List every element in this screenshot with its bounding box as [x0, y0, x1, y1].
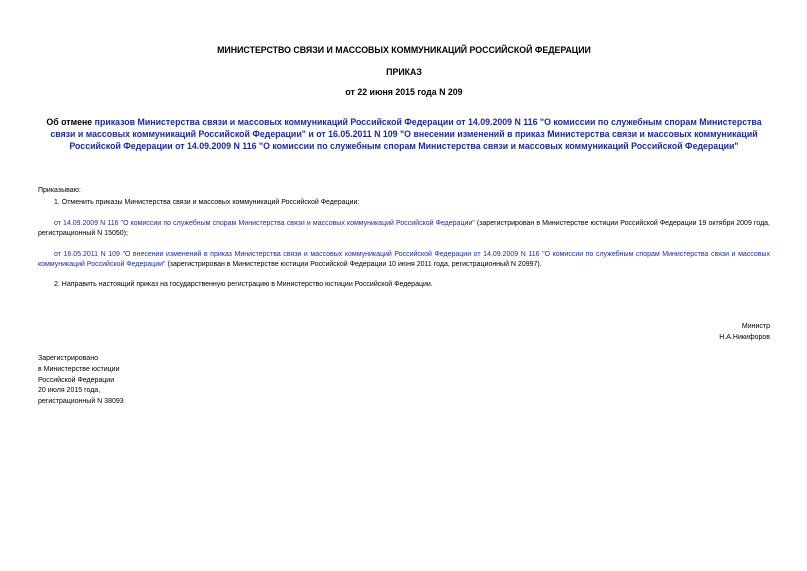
order-label: ПРИКАЗ: [386, 67, 422, 77]
registration-line: Зарегистрировано: [38, 355, 98, 362]
ministry-heading: МИНИСТЕРСТВО СВЯЗИ И МАССОВЫХ КОММУНИКАЦИЙ РОССИЙСКОЙ ФЕДЕРАЦИИ: [217, 45, 591, 55]
signer-name: Н.А.Никифоров: [719, 334, 770, 341]
sub-item-2-registration: (зарегистрирован в Министерстве юстиции Российской Федерации 10 июня 2011 года, регистрационный N 20997).: [165, 261, 542, 268]
order-date: от 22 июня 2015 года N 209: [345, 87, 463, 97]
subject-orders-link[interactable]: приказов Министерства связи и массовых коммуникаций Российской Федерации от 14.09.2009 N 116 "О комиссии по служебным спорам Министерства связи и массовых коммуникаций Российской Федерации" и от 16.05.2011 N 109 "О внесении изменений в приказ Министерства связи и массовых коммуникаций Российской Федерации от 14.09.2009 N 116 "О комиссии по служебным спорам Министерства связи и массовых коммуникаций Российской Федерации": [50, 117, 762, 151]
item-2: 2. Направить настоящий приказ на государственную регистрацию в Министерство юстиции Российской Федерации.: [54, 281, 433, 288]
registration-line: 20 июля 2015 года,: [38, 387, 101, 395]
signer-title: Министр: [741, 323, 770, 330]
registration-line: Российской Федерации: [38, 376, 115, 384]
sub-item-2: [38, 250, 770, 270]
registration-line: регистрационный N 38093: [38, 398, 124, 406]
sub-item-1: [38, 219, 770, 239]
registration-line: в Министерстве юстиции: [38, 365, 120, 373]
order-word: Приказываю:: [38, 187, 81, 194]
registration-block: [38, 354, 124, 408]
order-subject: [38, 116, 770, 152]
subject-prefix: Об отмене: [46, 117, 95, 127]
order-109-link[interactable]: от 16.05.2011 N 109 "О внесении изменений в приказ Министерства связи и массовых коммуникаций Российской Федерации от 14.09.2009 N 116 "О комиссии по служебным спорам Министерства связи и массовых коммуникаций Российской Федерации": [38, 251, 770, 268]
order-116-link[interactable]: от 14.09.2009 N 116 "О комиссии по служебным спорам Министерства связи и массовых коммуникаций Российской Федерации": [54, 220, 475, 227]
sub-item-1-registration: (зарегистрирован в Министерстве юстиции Российской Федерации 19 октября 2009 года, регистрационный N 15050);: [38, 220, 770, 237]
item-1: 1. Отменить приказы Министерства связи и массовых коммуникаций Российской Федерации:: [54, 199, 360, 206]
